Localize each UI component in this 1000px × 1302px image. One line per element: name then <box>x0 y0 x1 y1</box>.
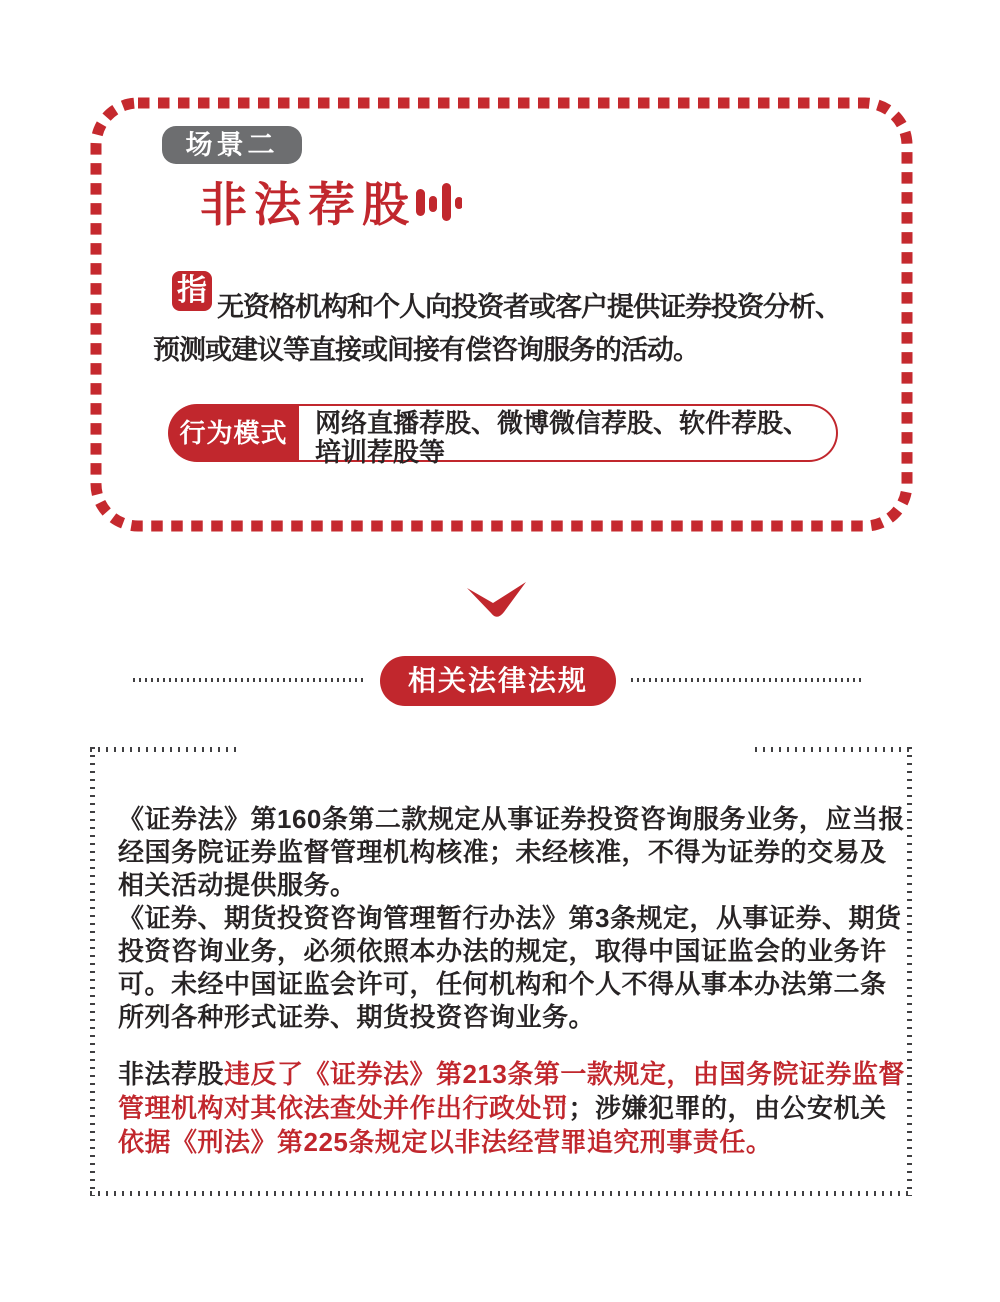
penalty-segment: 非法荐股 <box>118 1059 225 1089</box>
legal-paragraphs <box>118 803 905 1034</box>
behavior-pattern-label: 行为模式 <box>168 404 299 462</box>
definition-line: 预测或建议等直接或间接有偿咨询服务的活动。 <box>153 335 699 365</box>
legal-line: 投资咨询业务，必须依照本办法的规定，取得中国证监会的业务许 <box>118 936 887 966</box>
soundwave-icon <box>416 183 462 223</box>
section-title-pill: 相关法律法规 <box>380 656 616 706</box>
penalty-line <box>118 1125 905 1159</box>
legal-line: 《证券、期货投资咨询管理暂行办法》第3条规定，从事证券、期货 <box>118 903 902 933</box>
dotted-border-left <box>90 747 95 1196</box>
legal-line: 相关活动提供服务。 <box>118 870 357 900</box>
legal-line: 可。未经中国证监会许可，任何机构和个人不得从事本办法第二条 <box>118 969 887 999</box>
penalty-segment: ；涉嫌犯罪的，由公安机关 <box>568 1093 887 1123</box>
legal-line: 经国务院证券监督管理机构核准；未经核准，不得为证券的交易及 <box>118 837 887 867</box>
dotted-border-top-left <box>90 747 240 752</box>
penalty-segment: 违反了《证券法》第213条第一款规定，由国务院证券监督 <box>224 1059 905 1089</box>
divider-dotted-line <box>631 678 862 682</box>
page-title: 非法荐股 <box>200 178 416 231</box>
dotted-border-bottom <box>90 1191 912 1196</box>
legal-box <box>90 747 912 1196</box>
dotted-border-right <box>907 747 912 1196</box>
legal-line: 所列各种形式证券、期货投资咨询业务。 <box>118 1002 596 1032</box>
penalty-segment: 依据《刑法》第225条规定以非法经营罪追究刑事责任。 <box>118 1127 773 1157</box>
behavior-line: 网络直播荐股、微博微信荐股、软件荐股、 <box>315 408 810 438</box>
behavior-line: 培训荐股等 <box>315 437 446 467</box>
penalty-line <box>118 1057 905 1091</box>
penalty-segment: 管理机构对其依法查处并作出行政处罚 <box>118 1093 569 1123</box>
legal-line: 《证券法》第160条第二款规定从事证券投资咨询服务业务，应当报 <box>118 804 905 834</box>
scenario-tag: 场景二 <box>162 126 302 164</box>
penalty-paragraph <box>118 1057 905 1159</box>
penalty-line <box>118 1091 905 1125</box>
chevron-down-icon <box>466 582 530 620</box>
divider-dotted-line <box>133 678 365 682</box>
behavior-pattern-pill <box>299 404 838 467</box>
dotted-border-top-right <box>755 747 912 752</box>
definition-badge: 指 <box>172 271 212 311</box>
behavior-pattern-row <box>168 404 838 467</box>
scenario-box <box>90 97 913 532</box>
definition-line: 无资格机构和个人向投资者或客户提供证券投资分析、 <box>217 292 841 322</box>
